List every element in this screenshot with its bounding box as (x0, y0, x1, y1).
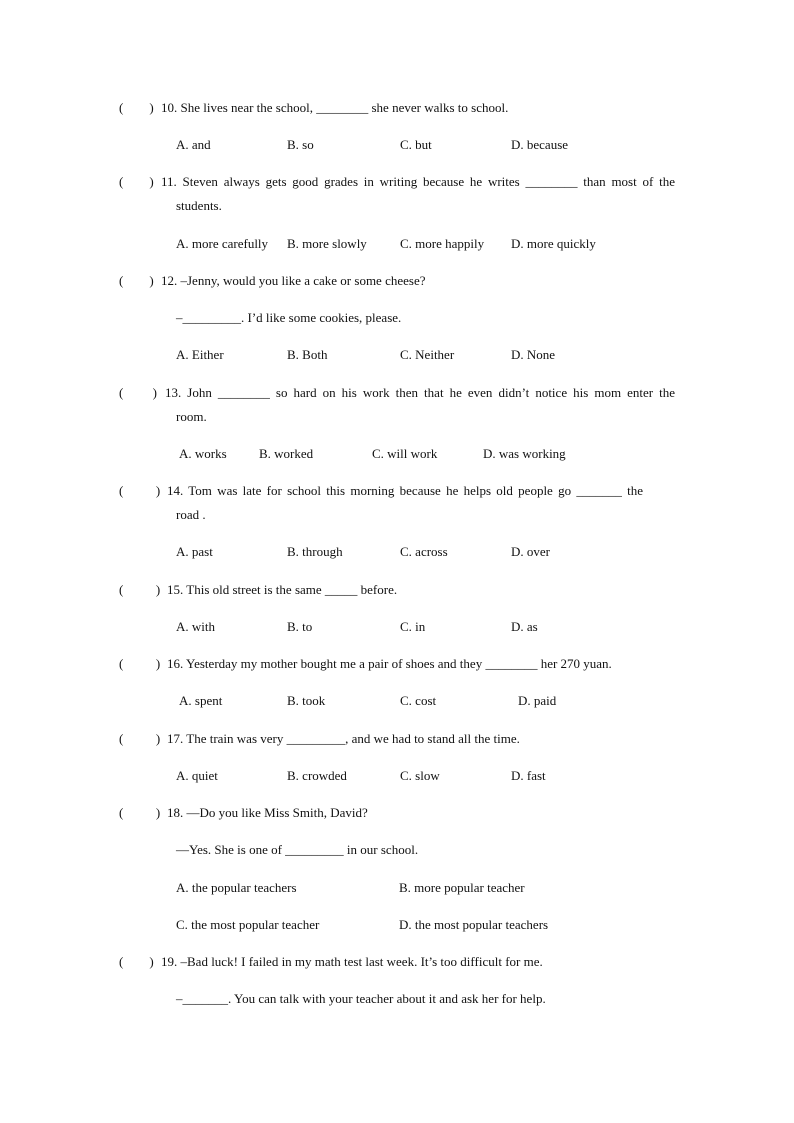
q16-option-c: C. cost (400, 693, 437, 708)
q11-option-c: C. more happily (400, 236, 485, 251)
question-10-stem: 10. She lives near the school, ________ she never walks to school. (161, 100, 509, 115)
question-12-stem: 12. –Jenny, would you like a cake or some cheese? (161, 273, 426, 288)
answer-blank-q17: ( ) (119, 731, 161, 746)
q12-option-d: D. None (511, 347, 556, 362)
answer-blank-q13: ( ) (119, 385, 157, 400)
q17-option-a: A. quiet (176, 768, 218, 783)
question-19-reply: –_______. You can talk with your teacher about it and ask her for help. (176, 991, 546, 1006)
q11-option-b: B. more slowly (287, 236, 367, 251)
question-13-stem: 13. John ________ so hard on his work then that he even didn’t notice his mom enter the (165, 385, 675, 400)
question-19-stem: 19. –Bad luck! I failed in my math test last week. It’s too difficult for me. (161, 954, 543, 969)
answer-blank-q10: ( ) (119, 100, 154, 115)
question-18-stem: 18. —Do you like Miss Smith, David? (167, 805, 368, 820)
q13-option-d: D. was working (483, 446, 566, 461)
q13-option-c: C. will work (372, 446, 438, 461)
question-15-stem: 15. This old street is the same _____ before. (167, 582, 398, 597)
question-18-reply: —Yes. She is one of _________ in our school. (176, 842, 419, 857)
q12-option-b: B. Both (287, 347, 328, 362)
question-14-stem-continued: road . (176, 507, 206, 522)
q18-option-a: A. the popular teachers (176, 880, 297, 895)
answer-blank-q16: ( ) (119, 656, 161, 671)
q17-option-b: B. crowded (287, 768, 347, 783)
q10-option-a: A. and (176, 137, 211, 152)
answer-blank-q19: ( ) (119, 954, 154, 969)
q12-option-a: A. Either (176, 347, 224, 362)
q17-option-d: D. fast (511, 768, 546, 783)
q10-option-d: D. because (511, 137, 569, 152)
q18-option-c: C. the most popular teacher (176, 917, 320, 932)
q18-option-d: D. the most popular teachers (399, 917, 549, 932)
q10-option-c: C. but (400, 137, 432, 152)
question-12-reply: –_________. I’d like some cookies, please. (176, 310, 402, 325)
answer-blank-q18: ( ) (119, 805, 161, 820)
q16-option-d: D. paid (518, 693, 557, 708)
q16-option-b: B. took (287, 693, 326, 708)
answer-blank-q11: ( ) (119, 174, 154, 189)
q17-option-c: C. slow (400, 768, 440, 783)
q14-option-c: C. across (400, 544, 448, 559)
q14-option-a: A. past (176, 544, 213, 559)
q11-option-a: A. more carefully (176, 236, 269, 251)
q10-option-b: B. so (287, 137, 314, 152)
q16-option-a: A. spent (179, 693, 223, 708)
question-11-stem-continued: students. (176, 198, 222, 213)
q12-option-c: C. Neither (400, 347, 455, 362)
q15-option-c: C. in (400, 619, 426, 634)
q15-option-d: D. as (511, 619, 538, 634)
q15-option-a: A. with (176, 619, 215, 634)
question-17-stem: 17. The train was very _________, and we had to stand all the time. (167, 731, 520, 746)
q14-option-d: D. over (511, 544, 550, 559)
q18-option-b: B. more popular teacher (399, 880, 525, 895)
question-16-stem: 16. Yesterday my mother bought me a pair of shoes and they ________ her 270 yuan. (167, 656, 612, 671)
question-13-stem-continued: room. (176, 409, 207, 424)
q13-option-b: B. worked (259, 446, 314, 461)
question-11-stem: 11. Steven always gets good grades in writing because he writes ________ than most of the (161, 174, 675, 189)
q15-option-b: B. to (287, 619, 313, 634)
answer-blank-q12: ( ) (119, 273, 154, 288)
answer-blank-q14: ( ) (119, 483, 161, 498)
question-14-stem: 14. Tom was late for school this morning because he helps old people go _______ the (167, 483, 643, 498)
answer-blank-q15: ( ) (119, 582, 161, 597)
q11-option-d: D. more quickly (511, 236, 596, 251)
q13-option-a: A. works (179, 446, 227, 461)
q14-option-b: B. through (287, 544, 343, 559)
